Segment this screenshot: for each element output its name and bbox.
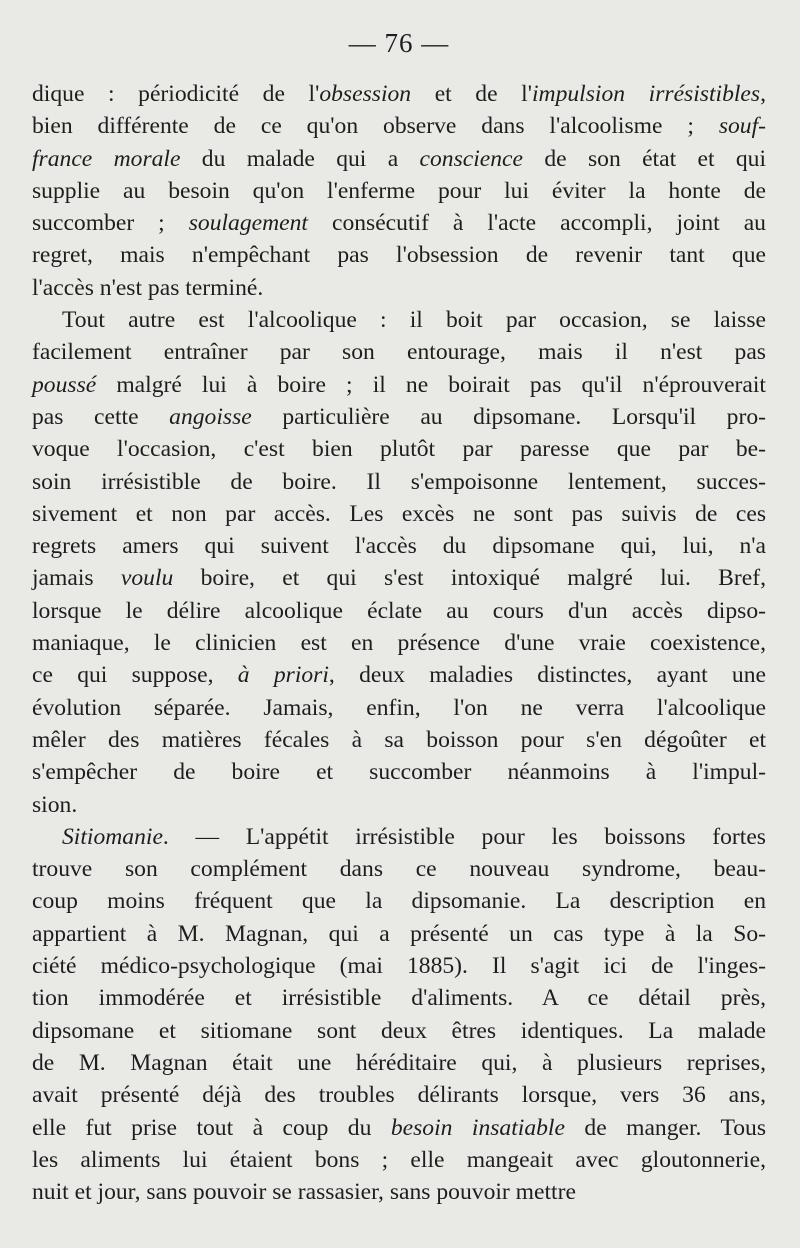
text-segment: succomber ;	[32, 210, 189, 237]
text-segment: de son état et qui	[523, 145, 766, 172]
text-segment: avait présenté déjà des troubles délirants lorsque, vers 36 ans,	[32, 1082, 766, 1109]
text-segment: de M. Magnan était une héréditaire qui, à plusieurs reprises,	[32, 1049, 766, 1076]
text-line	[32, 950, 766, 982]
text-line	[32, 207, 766, 239]
text-segment: dipsomane et sitiomane sont deux êtres identiques. La malade	[32, 1017, 766, 1044]
text-segment: trouve son complément dans ce nouveau syndrome, beau-	[32, 856, 766, 883]
text-segment: évolution séparée. Jamais, enfin, l'on ne verra l'alcoolique	[32, 694, 766, 721]
text-line	[32, 530, 766, 562]
text-segment: voque l'occasion, c'est bien plutôt par paresse que par be-	[32, 436, 766, 463]
text-line	[32, 466, 766, 498]
text-segment: tion immodérée et irrésistible d'aliments. A ce détail près,	[32, 985, 766, 1012]
italic-phrase: à priori	[237, 662, 329, 689]
text-segment: ciété médico-psychologique (mai 1885). Il s'agit ici de l'inges-	[32, 953, 766, 980]
text-segment: jamais	[32, 565, 121, 592]
paragraph	[32, 78, 766, 304]
text-segment: consécutif à l'acte accompli, joint au	[307, 210, 766, 237]
text-line	[32, 239, 766, 271]
text-line	[32, 369, 766, 401]
text-segment: l'accès n'est pas terminé.	[32, 274, 264, 301]
text-segment: sivement et non par accès. Les excès ne sont pas suivis de ces	[32, 500, 766, 527]
text-segment: elle fut prise tout à coup du	[32, 1114, 391, 1141]
text-line	[32, 821, 766, 853]
italic-phrase: conscience	[419, 145, 524, 172]
italic-phrase: obsession	[319, 81, 412, 107]
text-line	[32, 982, 766, 1014]
text-segment: maniaque, le clinicien est en présence d'une vraie coexistence,	[32, 630, 766, 657]
text-line	[32, 78, 766, 110]
text-segment: coup moins fréquent que la dipsomanie. La description en	[32, 888, 766, 915]
text-segment: particulière au dipsomane. Lorsqu'il pro-	[251, 403, 766, 430]
text-segment: ,	[760, 81, 766, 107]
text-segment: s'empêcher de boire et succomber néanmoins à l'impul-	[32, 759, 766, 786]
text-line	[32, 336, 766, 368]
text-line	[32, 1047, 766, 1079]
italic-phrase: souf-	[718, 113, 766, 140]
text-line	[32, 1176, 766, 1208]
italic-phrase: impulsion irrésistibles	[531, 81, 761, 107]
text-line	[32, 692, 766, 724]
text-line	[32, 1144, 766, 1176]
text-segment: supplie au besoin qu'on l'enferme pour lui éviter la honte de	[32, 177, 766, 204]
text-line	[32, 562, 766, 594]
italic-phrase: soulagement	[188, 210, 308, 237]
page-number: — 76 —	[348, 28, 450, 58]
body-text	[32, 78, 766, 1208]
text-segment: lorsque le délire alcoolique éclate au cours d'un accès dipso-	[32, 597, 766, 624]
text-segment: mêler des matières fécales à sa boisson pour s'en dégoûter et	[32, 726, 766, 753]
italic-phrase: besoin insatiable	[390, 1114, 565, 1141]
text-line	[32, 143, 766, 175]
text-line	[32, 272, 766, 304]
text-line	[32, 627, 766, 659]
text-line	[32, 1015, 766, 1047]
text-line	[32, 756, 766, 788]
italic-phrase: angoisse	[169, 403, 252, 430]
text-segment: regret, mais n'empêchant pas l'obsession de revenir tant que	[32, 242, 766, 269]
text-line	[32, 175, 766, 207]
text-line	[32, 110, 766, 142]
text-line	[32, 918, 766, 950]
text-line	[32, 498, 766, 530]
text-line	[32, 885, 766, 917]
text-line	[32, 853, 766, 885]
text-segment: nuit et jour, sans pouvoir se rassasier, sans pouvoir mettre	[32, 1179, 576, 1206]
paragraph	[32, 821, 766, 1209]
text-segment: . — L'appétit irrésistible pour les boissons fortes	[162, 823, 766, 850]
text-line	[32, 595, 766, 627]
text-segment: les aliments lui étaient bons ; elle mangeait avec gloutonnerie,	[32, 1146, 766, 1173]
text-segment: sion.	[32, 791, 78, 818]
text-segment: pas cette	[32, 403, 170, 430]
text-segment: boire, et qui s'est intoxiqué malgré lui. Bref,	[173, 565, 766, 592]
text-segment: soin irrésistible de boire. Il s'empoisonne lentement, succes-	[32, 468, 766, 495]
text-segment: ce qui suppose,	[32, 662, 238, 689]
text-line	[32, 304, 766, 336]
italic-phrase: france morale	[32, 145, 181, 172]
text-segment: dique : périodicité de l'	[32, 81, 320, 107]
text-line	[32, 1079, 766, 1111]
text-line	[32, 433, 766, 465]
text-segment: malgré lui à boire ; il ne boirait pas qu'il n'éprouverait	[96, 371, 766, 398]
text-line	[32, 724, 766, 756]
text-segment: , deux maladies distinctes, ayant une	[328, 662, 766, 689]
italic-phrase: poussé	[32, 371, 97, 398]
text-segment: de manger. Tous	[564, 1114, 766, 1141]
text-segment: et de l'	[411, 81, 532, 107]
text-line	[32, 1112, 766, 1144]
text-segment: regrets amers qui suivent l'accès du dipsomane qui, lui, n'a	[32, 533, 766, 560]
text-segment: du malade qui a	[180, 145, 420, 172]
text-segment: bien différente de ce qu'on observe dans l'alcoolisme ;	[32, 113, 719, 140]
text-segment: Tout autre est l'alcoolique : il boit par occasion, se laisse	[62, 307, 766, 334]
text-segment: appartient à M. Magnan, qui a présenté un cas type à la So-	[32, 920, 766, 947]
paragraph	[32, 304, 766, 821]
text-segment: facilement entraîner par son entourage, mais il n'est pas	[32, 339, 766, 366]
italic-phrase: voulu	[120, 565, 174, 592]
text-line	[32, 401, 766, 433]
text-line	[32, 789, 766, 821]
text-line	[32, 659, 766, 691]
italic-phrase: Sitiomanie	[62, 823, 163, 850]
